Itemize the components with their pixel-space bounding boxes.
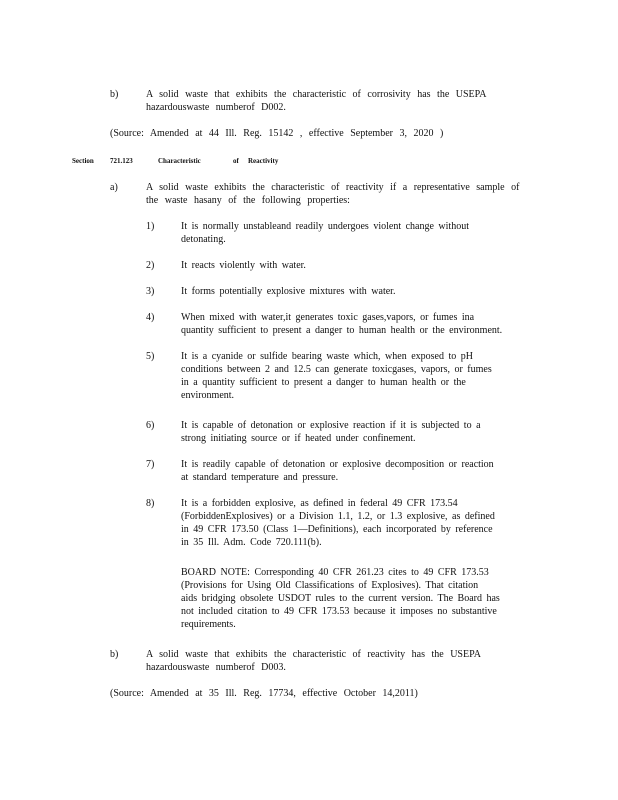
item-6-line-2: strong initiating source or if heated under confinement.: [181, 433, 416, 444]
board-note-line-2: (Provisions for Using Old Classifications of Explosives). That citation: [181, 580, 479, 591]
section-title-part-3: Reactivity: [248, 157, 279, 165]
subsection-b-prev-marker: b): [110, 89, 119, 100]
subsection-b-marker: b): [110, 649, 119, 660]
section-number: 721.123: [110, 157, 133, 165]
item-3-line-1: It forms potentially explosive mixtures with water.: [181, 286, 396, 297]
section-title-part-2: of: [233, 157, 239, 165]
item-8-line-3: in 49 CFR 173.50 (Class 1—Definitions), each incorporated by reference: [181, 524, 493, 535]
source-note: (Source: Amended at 35 Ill. Reg. 17734, effective October 14,2011): [110, 688, 418, 699]
subsection-a-line-2: the waste hasany of the following properties:: [146, 195, 350, 206]
item-2-marker: 2): [146, 260, 155, 271]
item-7-line-1: It is readily capable of detonation or explosive decomposition or reaction: [181, 459, 494, 470]
item-1-line-2: detonating.: [181, 234, 226, 245]
item-4-line-2: quantity sufficient to present a danger to human health or the environment.: [181, 325, 503, 336]
section-title-part-1: Characteristic: [158, 157, 201, 165]
item-8-line-2: (ForbiddenExplosives) or a Division 1.1, 1.2, or 1.3 explosive, as defined: [181, 511, 495, 522]
item-3-marker: 3): [146, 286, 155, 297]
subsection-b-line-1: A solid waste that exhibits the characteristic of reactivity has the USEPA: [146, 649, 481, 660]
item-8-marker: 8): [146, 498, 155, 509]
item-8-line-4: in 35 Ill. Adm. Code 720.111(b).: [181, 537, 322, 548]
board-note-line-1: BOARD NOTE: Corresponding 40 CFR 261.23 cites to 49 CFR 173.53: [181, 567, 489, 578]
item-5-line-4: environment.: [181, 390, 235, 401]
subsection-b-line-2: hazardouswaste numberof D003.: [146, 662, 286, 673]
item-7-marker: 7): [146, 459, 155, 470]
item-1-line-1: It is normally unstableand readily undergoes violent change without: [181, 221, 469, 232]
subsection-b-prev-line-1: A solid waste that exhibits the characteristic of corrosivity has the USEPA: [146, 89, 487, 100]
item-5-line-2: conditions between 2 and 12.5 can generate toxicgases, vapors, or fumes: [181, 364, 492, 375]
item-6-marker: 6): [146, 420, 155, 431]
item-6-line-1: It is capable of detonation or explosive reaction if it is subjected to a: [181, 420, 481, 431]
item-2-line-1: It reacts violently with water.: [181, 260, 306, 271]
subsection-a-line-1: A solid waste exhibits the characteristic of reactivity if a representative sample of: [146, 182, 520, 193]
item-4-line-1: When mixed with water,it generates toxic gases,vapors, or fumes ina: [181, 312, 475, 323]
item-8-line-1: It is a forbidden explosive, as defined in federal 49 CFR 173.54: [181, 498, 458, 509]
item-7-line-2: at standard temperature and pressure.: [181, 472, 339, 483]
item-5-line-1: It is a cyanide or sulfide bearing waste which, when exposed to pH: [181, 351, 473, 362]
board-note-line-3: aids bridging obsolete USDOT rules to the current version. The Board has: [181, 593, 500, 604]
item-5-line-3: in a quantity sufficient to present a danger to human health or the: [181, 377, 466, 388]
item-4-marker: 4): [146, 312, 155, 323]
subsection-b-prev-line-2: hazardouswaste numberof D002.: [146, 102, 286, 113]
item-1-marker: 1): [146, 221, 155, 232]
source-note-prev: (Source: Amended at 44 Ill. Reg. 15142 , effective September 3, 2020 ): [110, 128, 444, 139]
item-5-marker: 5): [146, 351, 155, 362]
board-note-line-5: requirements.: [181, 619, 236, 630]
subsection-a-marker: a): [110, 182, 118, 193]
section-label: Section: [72, 157, 94, 165]
board-note-line-4: not included citation to 49 CFR 173.53 because it imposes no substantive: [181, 606, 497, 617]
